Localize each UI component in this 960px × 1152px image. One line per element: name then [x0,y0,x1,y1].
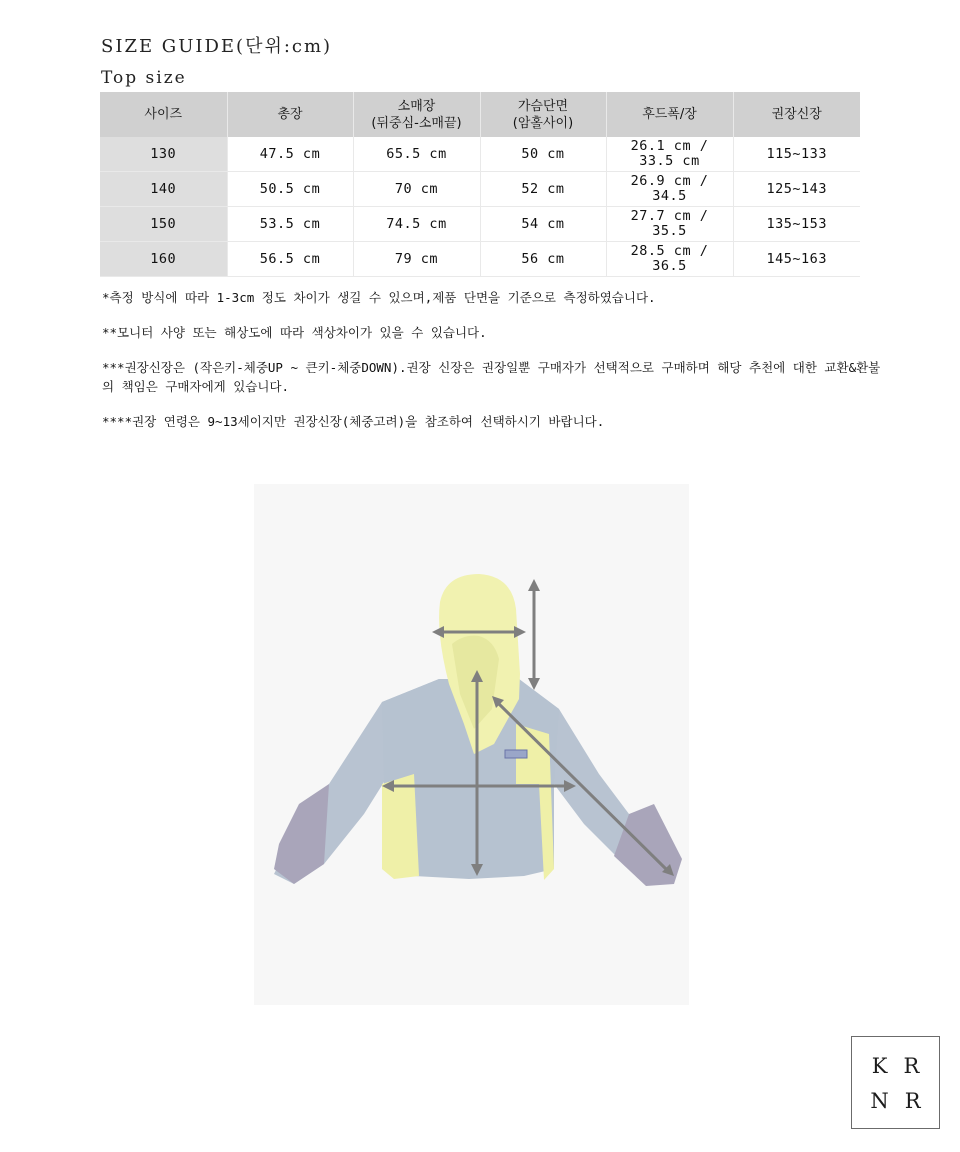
cell-length: 56.5 cm [227,242,353,277]
note-monitor-color: **모니터 사양 또는 해상도에 따라 색상차이가 있을 수 있습니다. [102,325,487,340]
cell-sleeve: 65.5 cm [353,137,480,172]
size-table [100,92,860,277]
table-row [100,172,860,207]
cell-chest: 52 cm [480,172,606,207]
table-header-row [100,92,860,137]
page-title: SIZE GUIDE(단위:cm) [101,36,333,57]
logo-line-2: NR [870,1089,937,1113]
cell-chest: 54 cm [480,207,606,242]
header-recommended-height: 권장신장 [733,92,860,137]
cell-size: 150 [100,207,227,242]
cell-sleeve: 74.5 cm [353,207,480,242]
cell-length: 53.5 cm [227,207,353,242]
cell-length: 47.5 cm [227,137,353,172]
header-hood: 후드폭/장 [606,92,733,137]
note-recommended-height: ***권장신장은 (작은키-체중UP ~ 큰키-체중DOWN).권장 신장은 권장일뿐 구매자가 선택적으로 구매하며 해당 추천에 대한 교환&환불의 책임은 구매자에게 있습니다. [102,360,881,394]
cell-sleeve: 79 cm [353,242,480,277]
cell-height: 115~133 [733,137,860,172]
product-measurement-image [254,484,689,1005]
note-measurement: *측정 방식에 따라 1-3cm 정도 차이가 생길 수 있으며,제품 단면을 기준으로 측정하였습니다. [102,290,656,305]
note-recommended-age: ****권장 연령은 9~13세이지만 권장신장(체중고려)을 참조하여 선택하시기 바랍니다. [102,414,605,429]
cell-hood: 26.9 cm / 34.5 [606,172,733,207]
cell-hood: 28.5 cm / 36.5 [606,242,733,277]
header-sleeve: 소매장 (뒤중심-소매끝) [353,92,480,137]
table-row [100,207,860,242]
table-row [100,137,860,172]
left-panel [382,774,419,879]
cell-height: 125~143 [733,172,860,207]
cell-chest: 56 cm [480,242,606,277]
header-size: 사이즈 [100,92,227,137]
cell-size: 160 [100,242,227,277]
cell-height: 145~163 [733,242,860,277]
cell-chest: 50 cm [480,137,606,172]
size-notes [102,288,892,447]
cell-size: 140 [100,172,227,207]
chest-label [505,750,527,758]
cell-size: 130 [100,137,227,172]
cell-sleeve: 70 cm [353,172,480,207]
header-length: 총장 [227,92,353,137]
brand-logo [851,1036,940,1129]
section-subtitle: Top size [101,68,187,88]
header-chest: 가슴단면 (암홀사이) [480,92,606,137]
cell-hood: 27.7 cm / 35.5 [606,207,733,242]
cell-hood: 26.1 cm / 33.5 cm [606,137,733,172]
logo-line-1: KR [871,1054,936,1078]
left-cuff [274,784,329,884]
cell-length: 50.5 cm [227,172,353,207]
cell-height: 135~153 [733,207,860,242]
jacket-illustration [254,484,689,1005]
table-row [100,242,860,277]
